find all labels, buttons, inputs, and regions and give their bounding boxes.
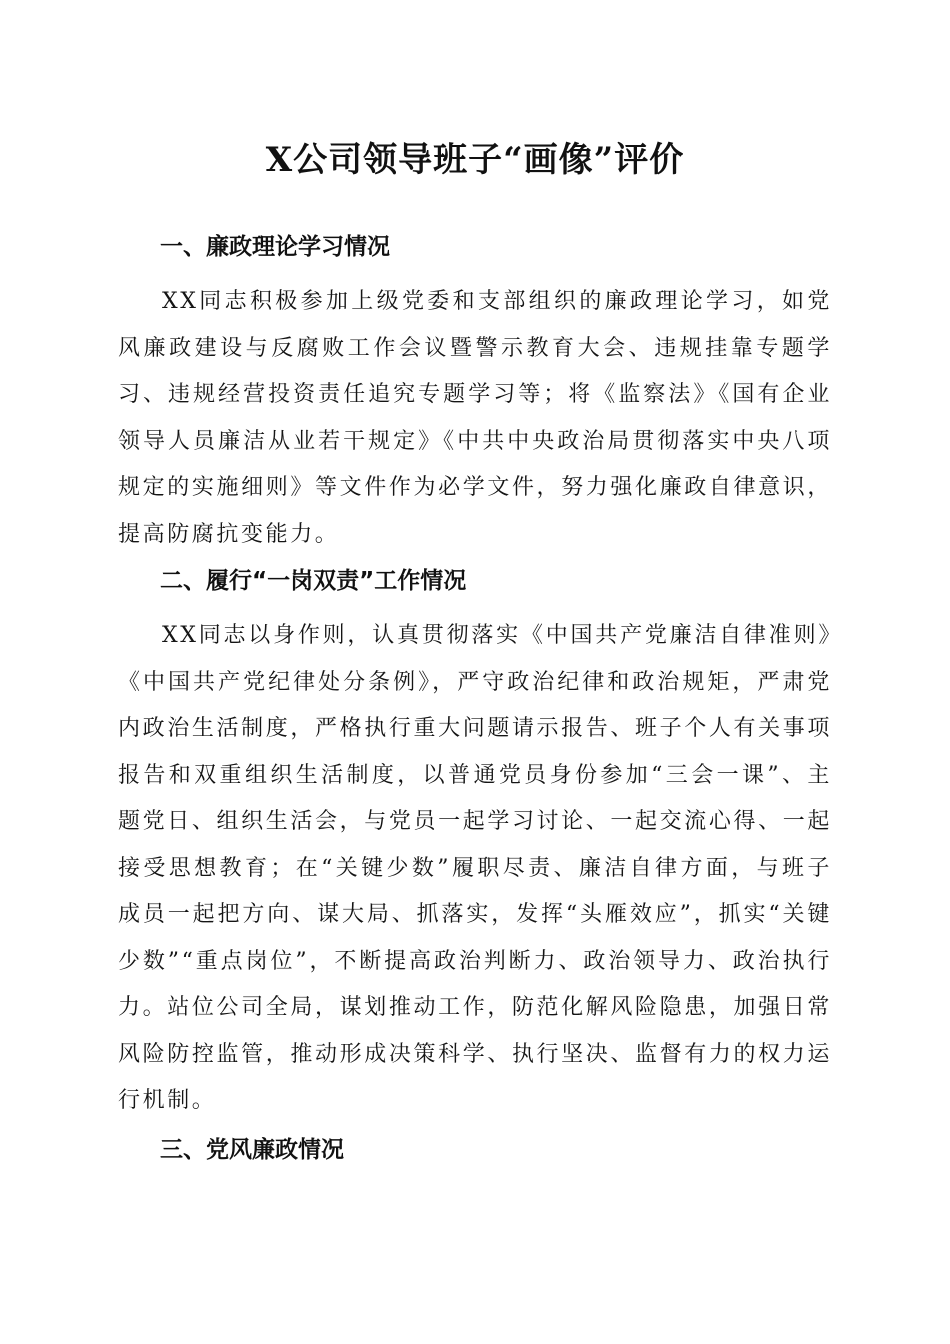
section-heading-1: 一、廉政理论学习情况 (160, 234, 390, 260)
section-paragraph-1: XX同志积极参加上级党委和支部组织的廉政理论学习，如党风廉政建设与反腐败工作会议暨警示教育大会、违规挂靠专题学习、违规经营投资责任追究专题学习等；将《监察法》《国有企业领导人员廉洁从业若干规定》《中共中央政治局贯彻落实中央八项规定的实施细则》等文件作为必学文件，努力强化廉政自律意识，提高防腐抗变能力。 (118, 289, 832, 547)
section-heading-3: 三、党风廉政情况 (160, 1136, 344, 1163)
document-body (118, 232, 832, 1182)
section-heading-2: 二、履行“一岗双责”工作情况 (160, 568, 467, 594)
document-title: X公司领导班子“画像”评价 (265, 140, 685, 180)
section-paragraph-2: XX同志以身作则，认真贯彻落实《中国共产党廉洁自律准则》《中国共产党纪律处分条例》，严守政治纪律和政治规矩，严肃党内政治生活制度，严格执行重大问题请示报告、班子个人有关事项报告和双重组织生活制度，以普通党员身份参加“三会一课”、主题党日、组织生活会，与党员一起学习讨论、一起交流心得、一起接受思想教育；在“关键少数”履职尽责、廉洁自律方面，与班子成员一起把方向、谋大局、抓落实，发挥“头雁效应”，抓实“关键少数”“重点岗位”，不断提高政治判断力、政治领导力、政治执行力。站位公司全局，谋划推动工作，防范化解风险隐患，加强日常风险防控监管，推动形成决策科学、执行坚决、监督有力的权力运行机制。 (118, 623, 832, 1113)
